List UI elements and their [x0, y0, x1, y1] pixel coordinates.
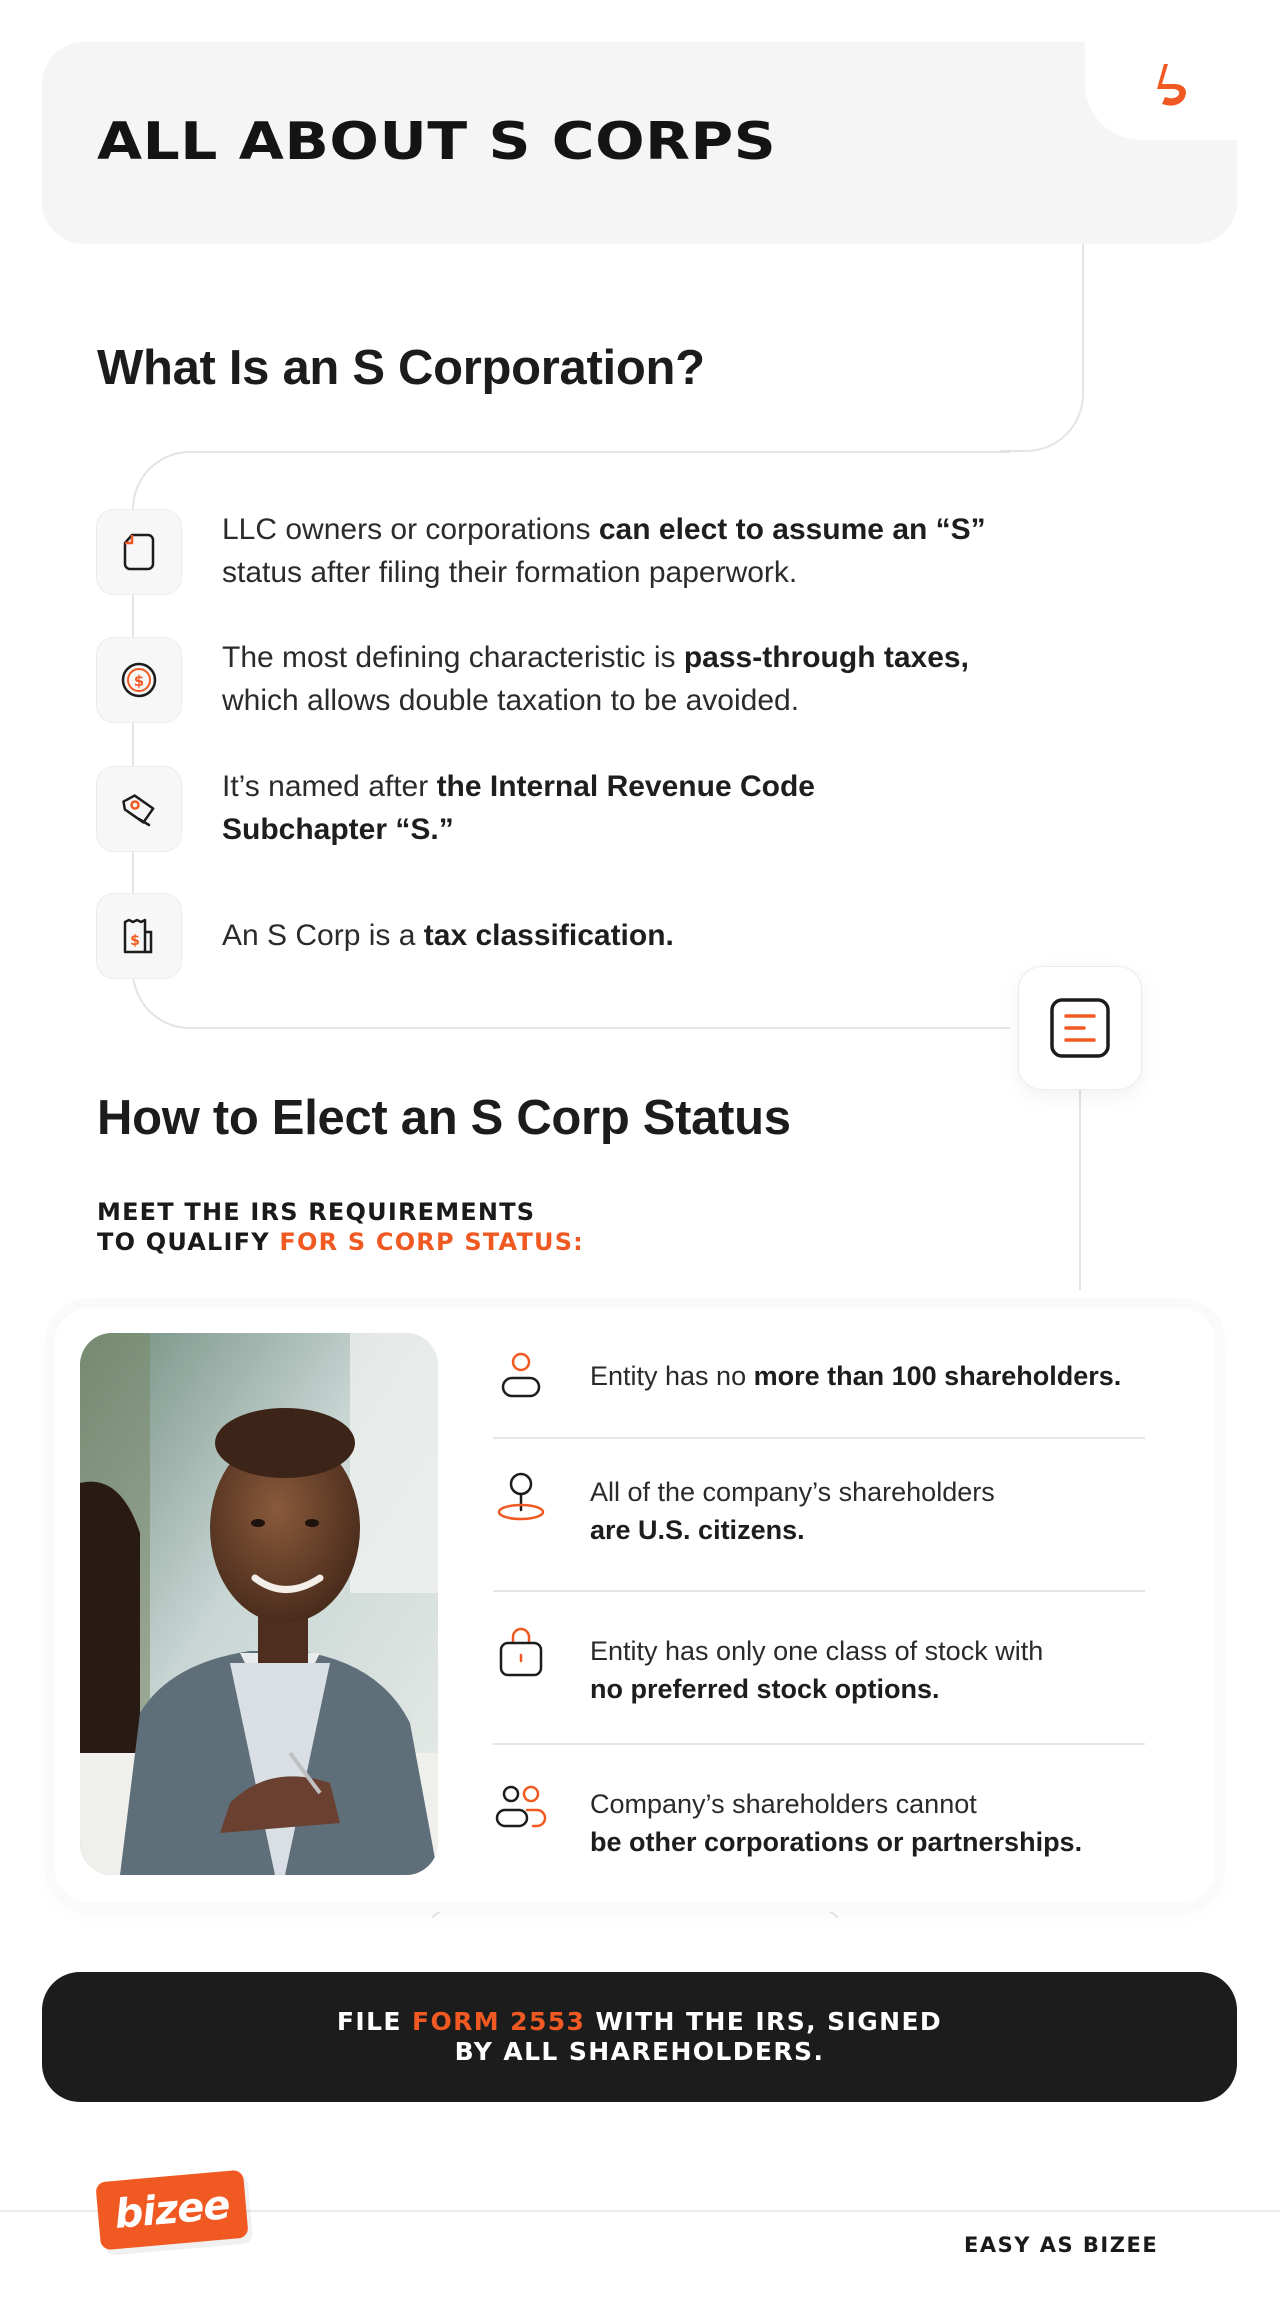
tag-icon	[96, 766, 182, 852]
connector-line	[1079, 1090, 1081, 1290]
page-title: ALL ABOUT S CORPS	[97, 112, 777, 172]
fact-text: The most defining characteristic is pass-through taxes, which allows double taxation to be avoided.	[222, 641, 969, 717]
divider	[493, 1743, 1145, 1745]
people-icon	[493, 1780, 549, 1836]
svg-text:$: $	[130, 933, 140, 949]
requirement-text: Entity has no more than 100 shareholders.	[590, 1361, 1122, 1391]
bizee-logo[interactable]: bizee	[95, 2170, 248, 2251]
businessman-photo	[80, 1333, 438, 1875]
fact-text: It’s named after the Internal Revenue Code Subchapter “S.”	[222, 770, 815, 846]
file-form-banner: FILE FORM 2553 WITH THE IRS, SIGNED BY ALL SHAREHOLDERS.	[42, 1972, 1237, 2102]
section-title-how-to-elect: How to Elect an S Corp Status	[97, 1091, 791, 1145]
person-icon	[493, 1348, 549, 1404]
requirement-text: Entity has only one class of stock with no preferred stock options.	[590, 1636, 1044, 1704]
divider	[493, 1437, 1145, 1439]
location-pin-icon	[493, 1468, 549, 1524]
section-title-what-is: What Is an S Corporation?	[97, 341, 705, 395]
dollar-coin-icon	[96, 637, 182, 723]
tagline: EASY AS BIZEE	[964, 2233, 1159, 2257]
svg-text:$: $	[133, 672, 145, 690]
bizee-b-icon	[1148, 60, 1200, 112]
divider	[493, 1590, 1145, 1592]
requirements-heading: MEET THE IRS REQUIREMENTS TO QUALIFY FOR S CORP STATUS:	[97, 1198, 584, 1256]
connector-line	[1000, 244, 1084, 452]
connector-line	[420, 1905, 850, 1945]
document-icon	[96, 509, 182, 595]
requirement-text: Company’s shareholders cannot be other corporations or partnerships.	[590, 1789, 1083, 1857]
document-list-icon	[1018, 966, 1142, 1090]
requirement-text: All of the company’s shareholders are U.S. citizens.	[590, 1477, 995, 1545]
tax-receipt-icon	[96, 893, 182, 979]
lock-icon	[493, 1627, 549, 1683]
fact-text: An S Corp is a tax classification.	[222, 919, 674, 952]
fact-text: LLC owners or corporations can elect to assume an “S” status after filing their formation paperwork.	[222, 513, 986, 589]
